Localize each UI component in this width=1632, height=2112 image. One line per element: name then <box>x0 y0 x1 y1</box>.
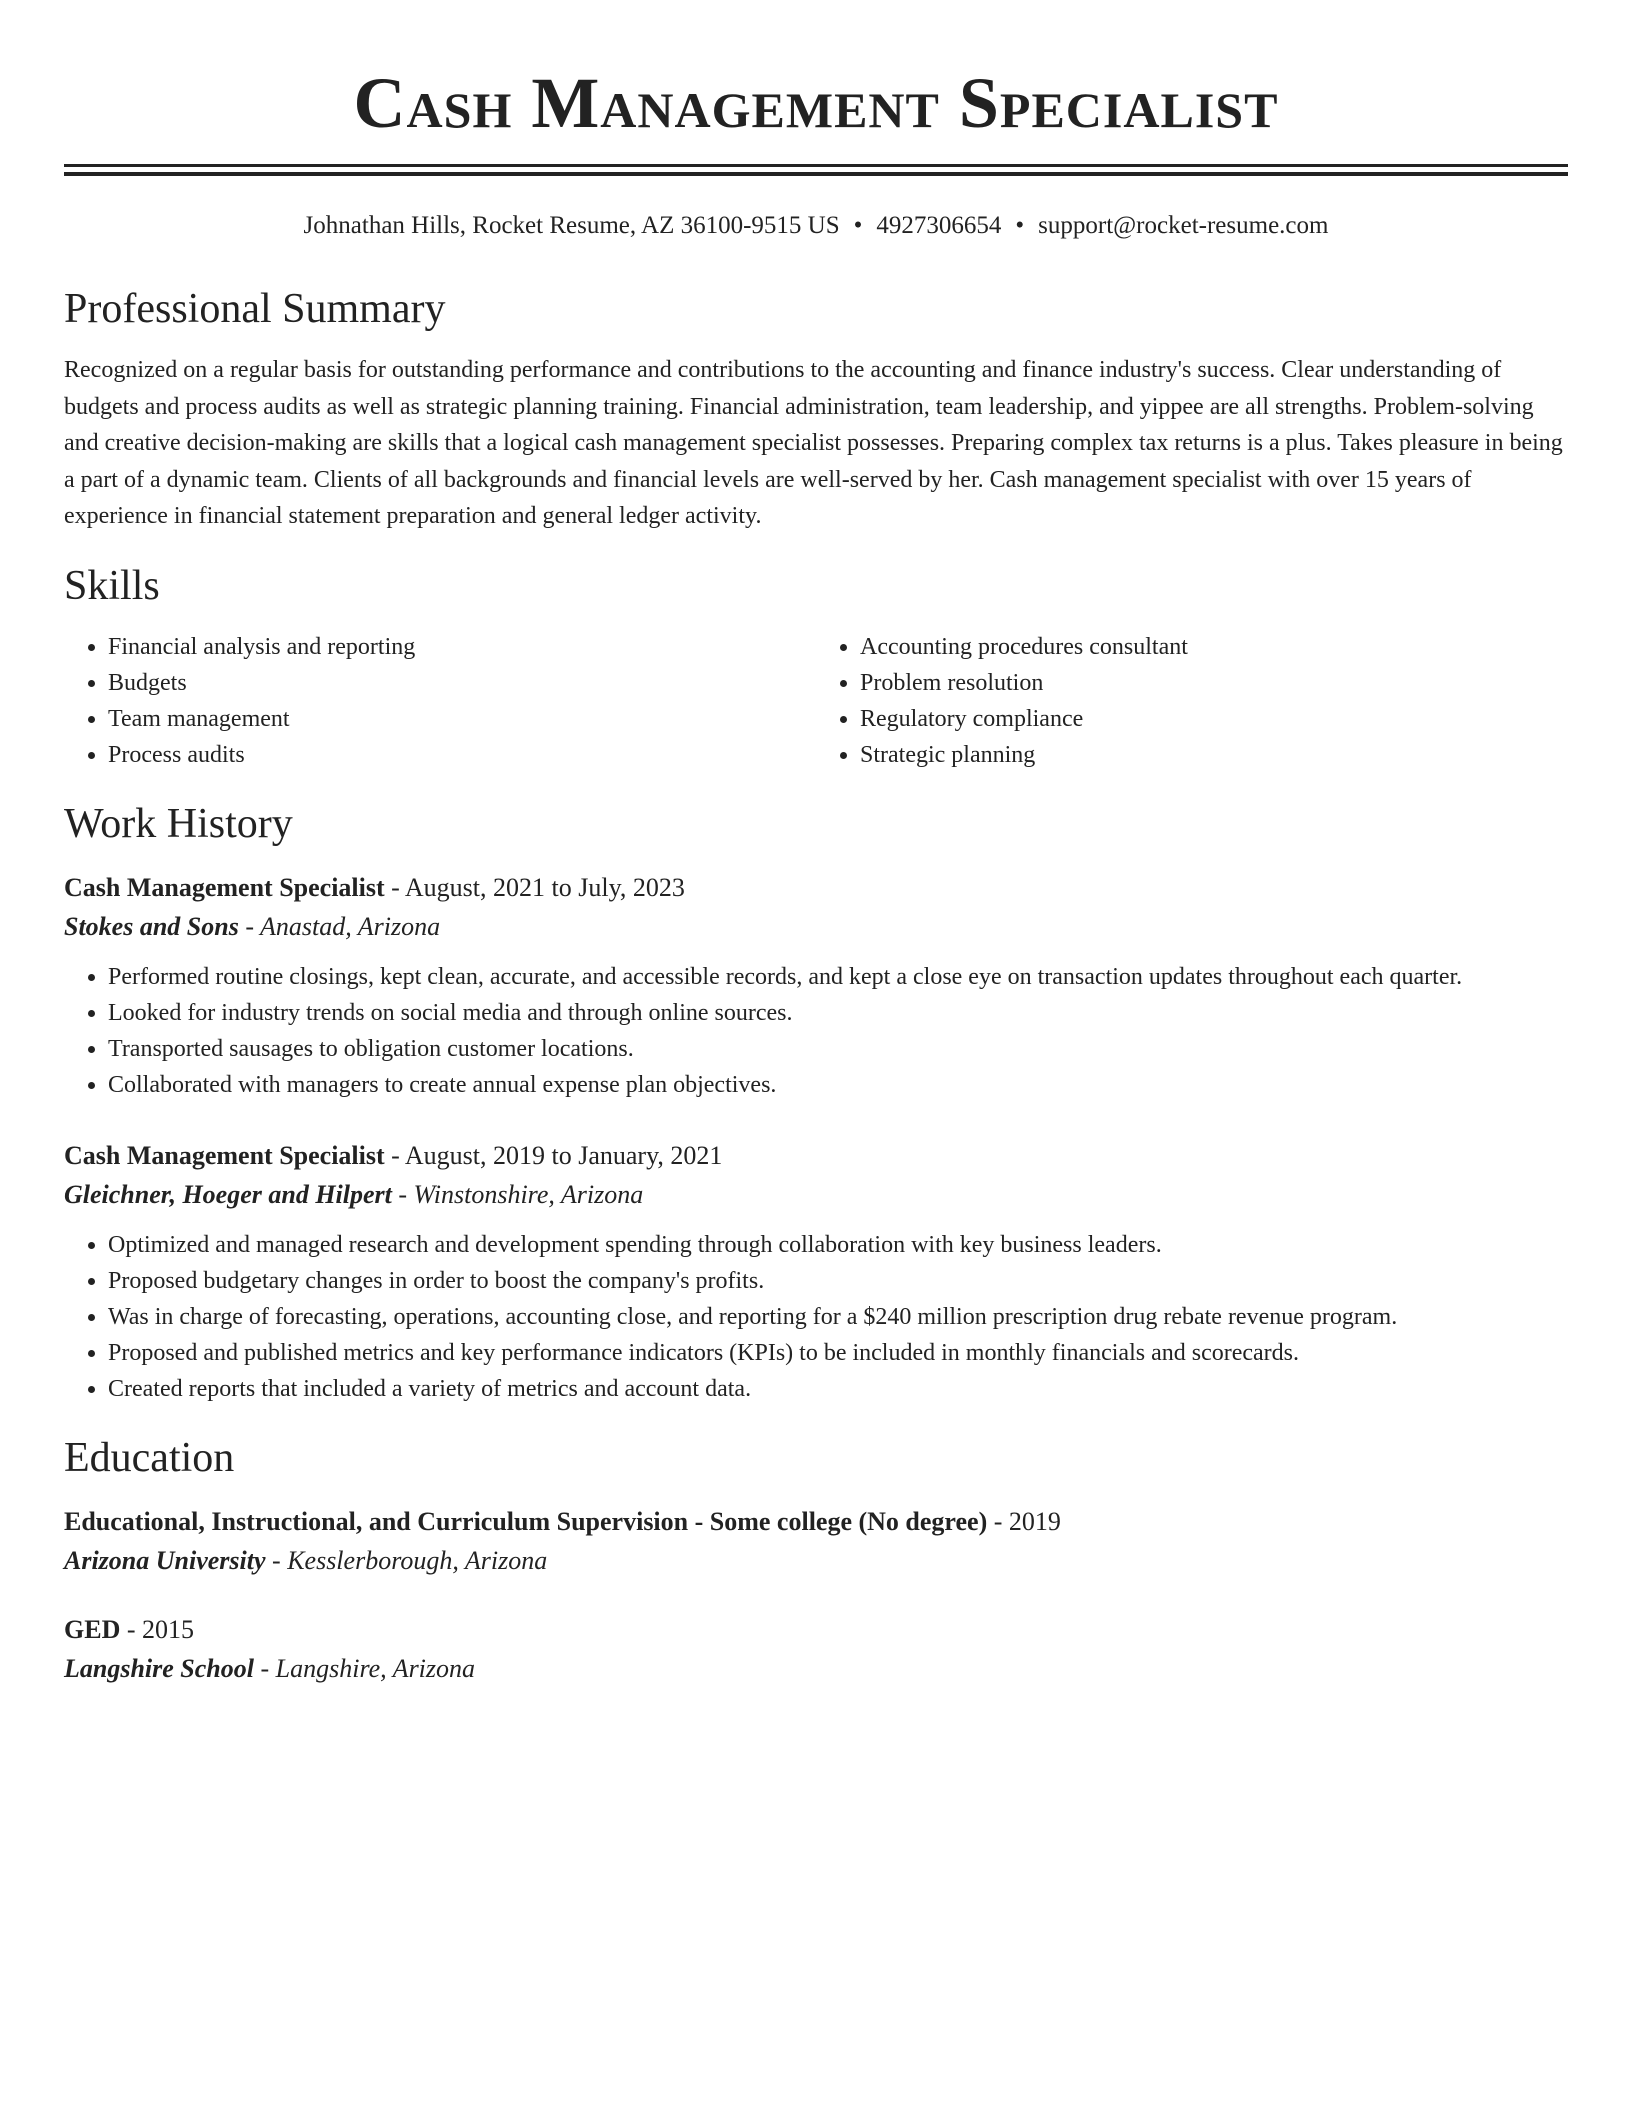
school-location: - Langshire, Arizona <box>254 1653 476 1683</box>
company-line <box>64 907 1568 947</box>
degree-line <box>64 1503 1568 1541</box>
contact-email: support@rocket-resume.com <box>1038 212 1329 239</box>
job-entry <box>64 1137 1568 1407</box>
contact-phone: 4927306654 <box>876 212 1002 239</box>
job-bullet: • Created reports that included a variety of metrics and account data. <box>108 1371 1568 1407</box>
job-bullet: • Was in charge of forecasting, operations, accounting close, and reporting for a $240 million prescription drug rebate revenue program. <box>108 1299 1568 1335</box>
school-name: Langshire School <box>64 1653 254 1683</box>
skill-item: • Strategic planning <box>860 737 1568 773</box>
company-location: - Winstonshire, Arizona <box>391 1179 644 1209</box>
skill-item: • Regulatory compliance <box>860 701 1568 737</box>
job-bullets <box>64 1227 1568 1407</box>
company-line <box>64 1175 1568 1215</box>
skill-item: • Financial analysis and reporting <box>108 629 816 665</box>
contact-separator: • <box>1015 212 1025 239</box>
company-name: Stokes and Sons <box>64 911 239 941</box>
skill-item: • Accounting procedures consultant <box>860 629 1568 665</box>
job-bullet: • Transported sausages to obligation customer locations. <box>108 1031 1568 1067</box>
education-heading: Education <box>64 1434 235 1481</box>
resume-title: Cash Management Specialist <box>353 63 1279 143</box>
skill-item: • Team management <box>108 701 816 737</box>
skill-item: • Process audits <box>108 737 816 773</box>
job-bullets <box>64 959 1568 1103</box>
job-bullet: • Collaborated with managers to create annual expense plan objectives. <box>108 1067 1568 1103</box>
job-bullet: • Optimized and managed research and development spending through collaboration with key business leaders. <box>108 1227 1568 1263</box>
skills-column-left <box>64 629 816 773</box>
job-title-line <box>64 1137 1568 1175</box>
degree-year: - 2019 <box>987 1506 1061 1536</box>
job-title-line <box>64 869 1568 907</box>
school-line <box>64 1649 1568 1689</box>
degree-year: - 2015 <box>120 1614 195 1644</box>
job-dates: - August, 2019 to January, 2021 <box>384 1140 723 1170</box>
degree-name: Educational, Instructional, and Curriculum Supervision - Some college (No degree) <box>64 1506 988 1536</box>
job-bullet: • Looked for industry trends on social media and through online sources. <box>108 995 1568 1031</box>
job-dates: - August, 2021 to July, 2023 <box>384 872 685 902</box>
job-title: Cash Management Specialist <box>64 1140 385 1170</box>
degree-line <box>64 1611 1568 1649</box>
company-location: - Anastad, Arizona <box>238 911 441 941</box>
job-title: Cash Management Specialist <box>64 872 385 902</box>
skills-column-right <box>816 629 1568 773</box>
school-location: - Kesslerborough, Arizona <box>265 1545 548 1575</box>
education-entry <box>64 1503 1568 1581</box>
skills-list <box>64 629 1568 773</box>
school-line <box>64 1541 1568 1581</box>
title-divider <box>64 164 1568 176</box>
skill-item: • Problem resolution <box>860 665 1568 701</box>
work-history-heading: Work History <box>64 800 293 847</box>
school-name: Arizona University <box>64 1545 266 1575</box>
job-bullet: • Performed routine closings, kept clean, accurate, and accessible records, and kept a close eye on transaction updates throughout each quarter. <box>108 959 1568 995</box>
contact-address: Johnathan Hills, Rocket Resume, AZ 36100-9515 US <box>303 212 840 239</box>
job-bullet: • Proposed budgetary changes in order to boost the company's profits. <box>108 1263 1568 1299</box>
summary-text: Recognized on a regular basis for outstanding performance and contributions to the accounting and finance industry's success. Clear understanding of budgets and process audits as well as strategic planning training. Financial administration, team leadership, and yippee are all strengths. Problem-solving and creative decision-making are skills that a logical cash management specialist possesses. Preparing complex tax returns is a plus. Takes pleasure in being a part of a dynamic team. Clients of all backgrounds and financial levels are well-served by her. Cash management specialist with over 15 years of experience in financial statement preparation and general ledger activity. <box>64 357 1563 529</box>
degree-name: GED <box>64 1614 121 1644</box>
company-name: Gleichner, Hoeger and Hilpert <box>64 1179 392 1209</box>
job-bullet: • Proposed and published metrics and key performance indicators (KPIs) to be included in monthly financials and scorecards. <box>108 1335 1568 1371</box>
job-entry <box>64 869 1568 1103</box>
contact-separator: • <box>853 212 863 239</box>
skills-heading: Skills <box>64 562 160 609</box>
summary-heading: Professional Summary <box>64 286 446 332</box>
education-entry <box>64 1611 1568 1689</box>
contact-line <box>64 210 1568 242</box>
skill-item: • Budgets <box>108 665 816 701</box>
